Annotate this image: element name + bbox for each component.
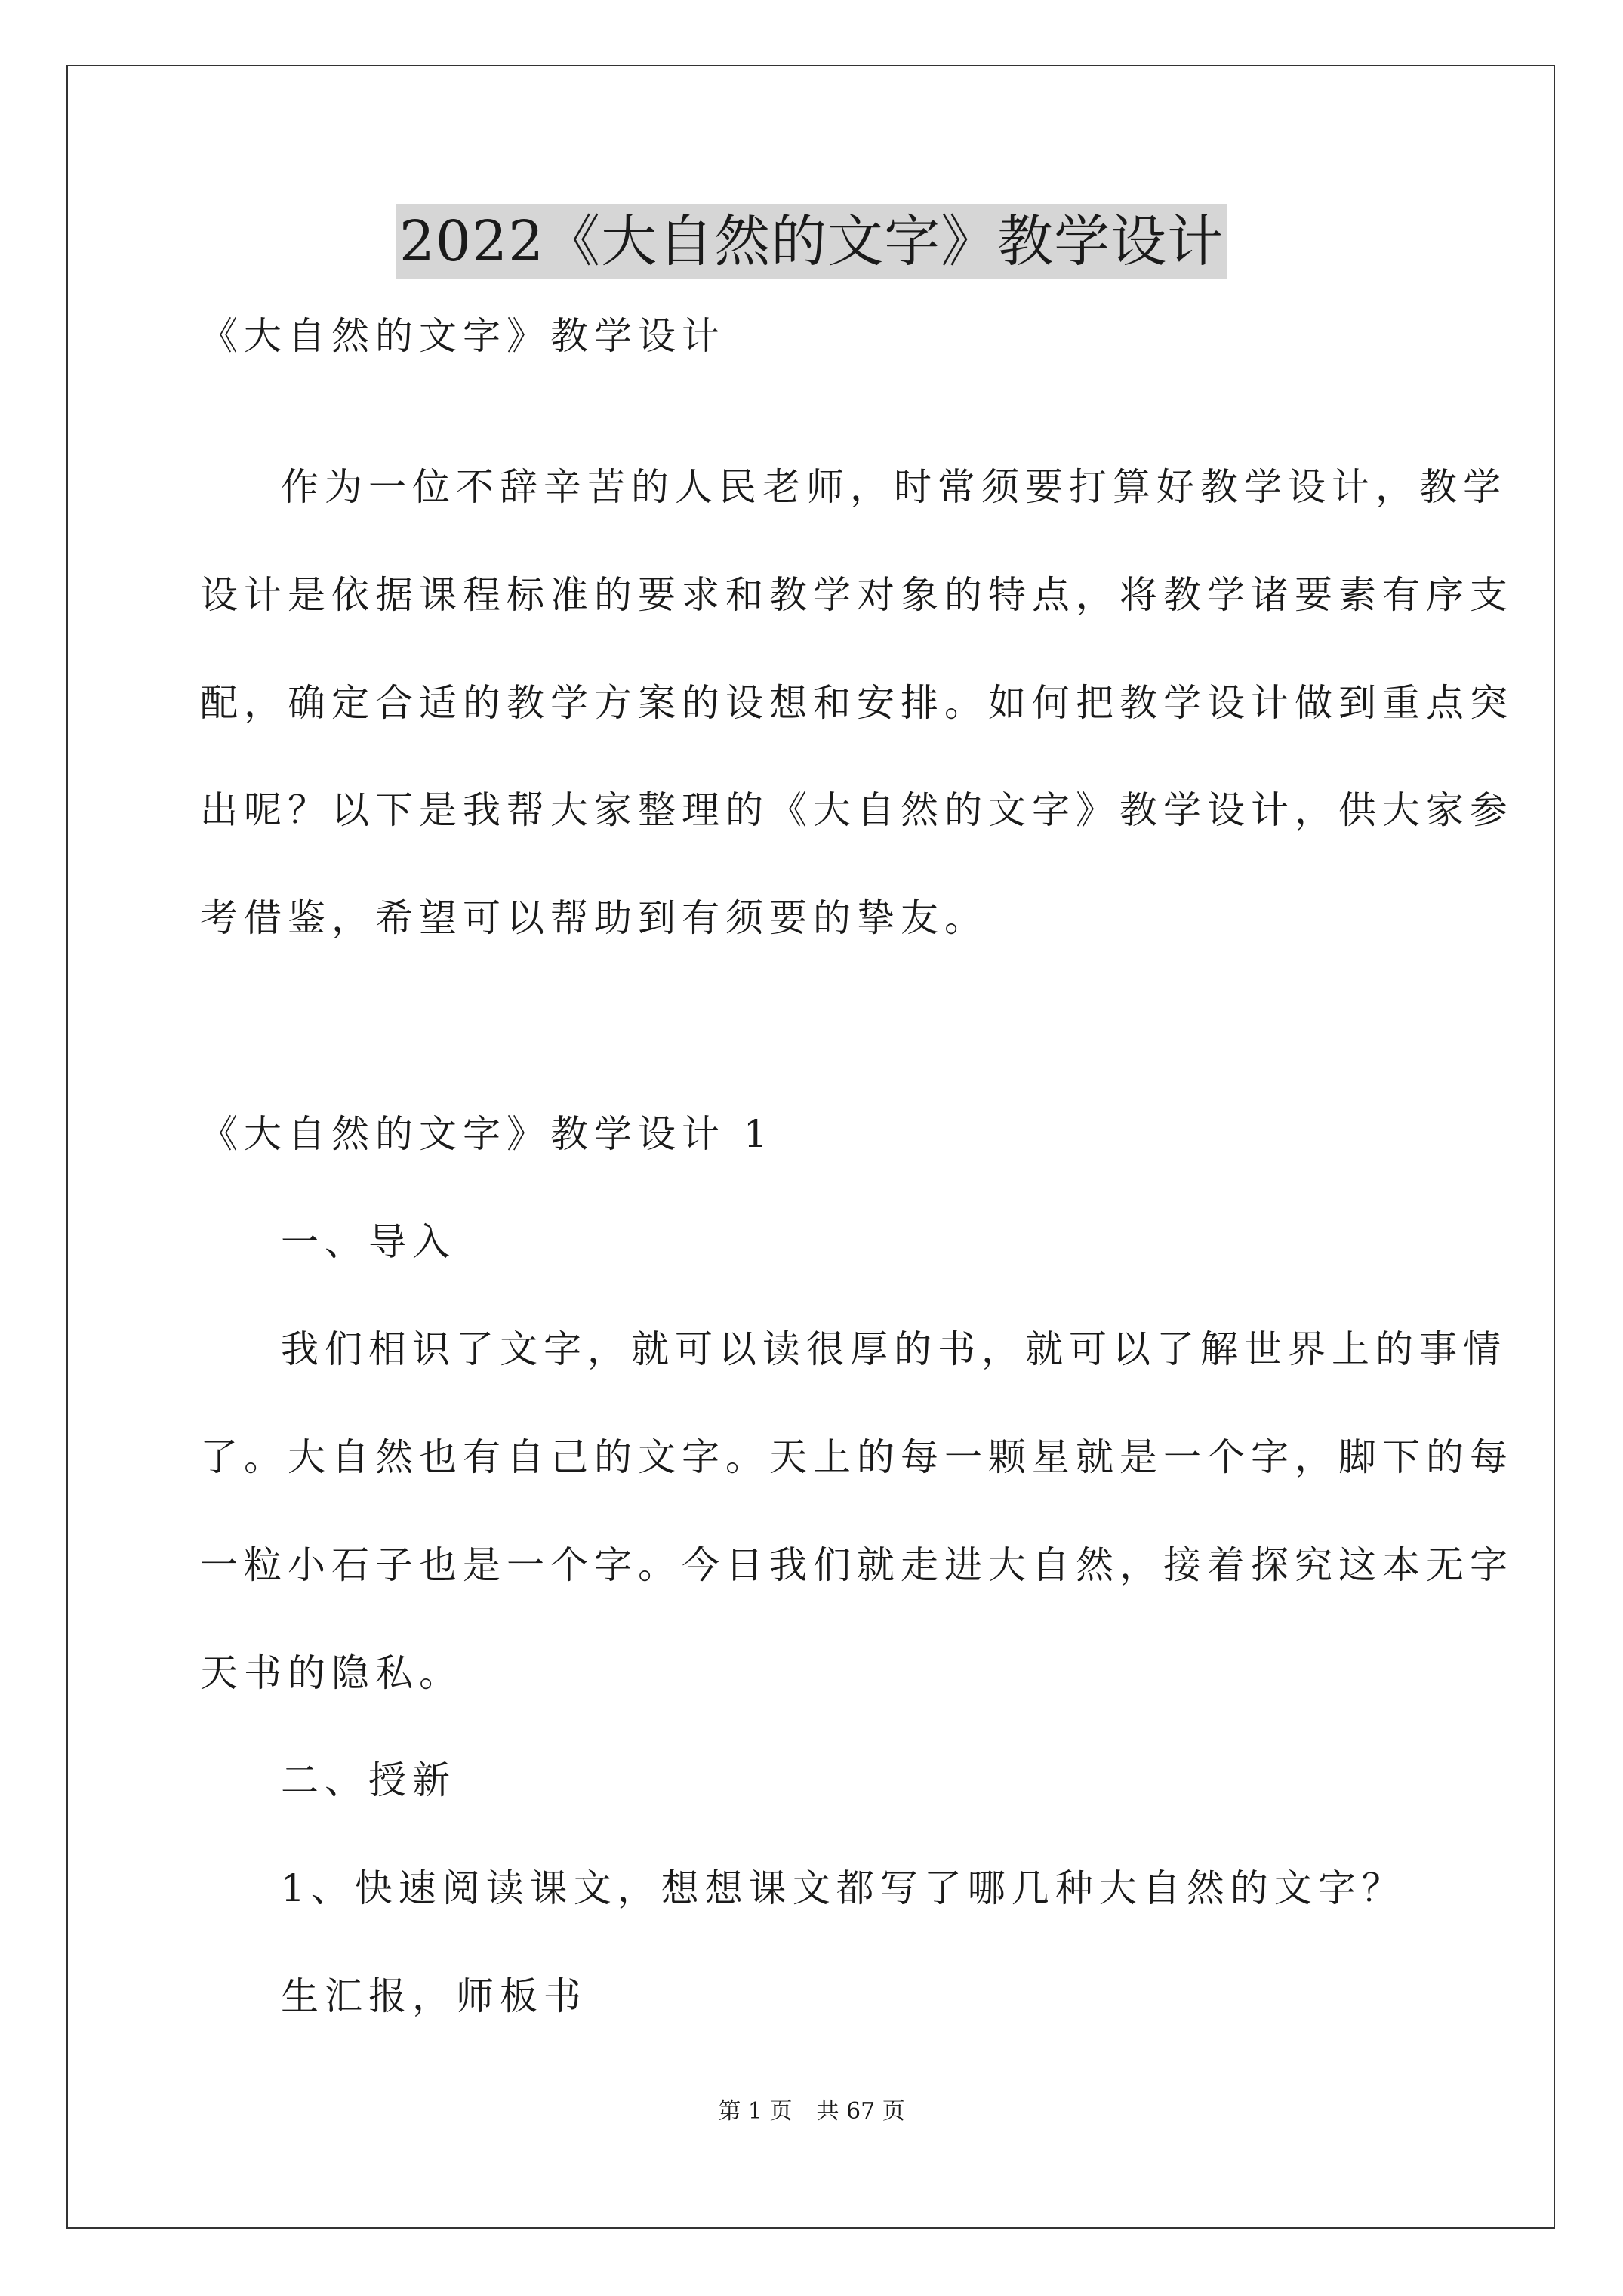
page-number: 第 1 页 xyxy=(718,2098,793,2125)
part-1-line-1: 我们相识了文字，就可以读很厚的书，就可以了解世界上的事情 xyxy=(281,1327,1507,1371)
intro-line-2: 设计是依据课程标准的要求和教学对象的特点，将教学诸要素有序支 xyxy=(200,573,1514,617)
page-total: 共 67 页 xyxy=(816,2098,905,2125)
document-subtitle: 《大自然的文字》教学设计 xyxy=(200,314,725,358)
step-1: 1、快速阅读课文，想想课文都写了哪几种大自然的文字？ xyxy=(281,1866,1406,1910)
part-1-line-4: 天书的隐私。 xyxy=(200,1651,463,1695)
part-1-line-2: 了。大自然也有自己的文字。天上的每一颗星就是一个字，脚下的每 xyxy=(200,1435,1514,1479)
intro-line-1: 作为一位不辞辛苦的人民老师，时常须要打算好教学设计，教学 xyxy=(281,465,1507,509)
intro-line-5: 考借鉴，希望可以帮助到有须要的挚友。 xyxy=(200,896,988,940)
section-1-heading: 《大自然的文字》教学设计 1 xyxy=(200,1112,774,1156)
part-1-heading: 一、导入 xyxy=(281,1220,456,1264)
document-title xyxy=(0,204,1623,279)
step-1-note: 生汇报，师板书 xyxy=(281,1974,587,2018)
intro-line-3: 配，确定合适的教学方案的设想和安排。如何把教学设计做到重点突 xyxy=(200,681,1514,725)
part-2-heading: 二、授新 xyxy=(281,1758,456,1802)
page-footer xyxy=(0,2097,1623,2127)
intro-line-4: 出呢？以下是我帮大家整理的《大自然的文字》教学设计，供大家参 xyxy=(200,788,1514,832)
document-title-text: 2022《大自然的文字》教学设计 xyxy=(396,204,1227,279)
part-1-line-3: 一粒小石子也是一个字。今日我们就走进大自然，接着探究这本无字 xyxy=(200,1543,1514,1587)
